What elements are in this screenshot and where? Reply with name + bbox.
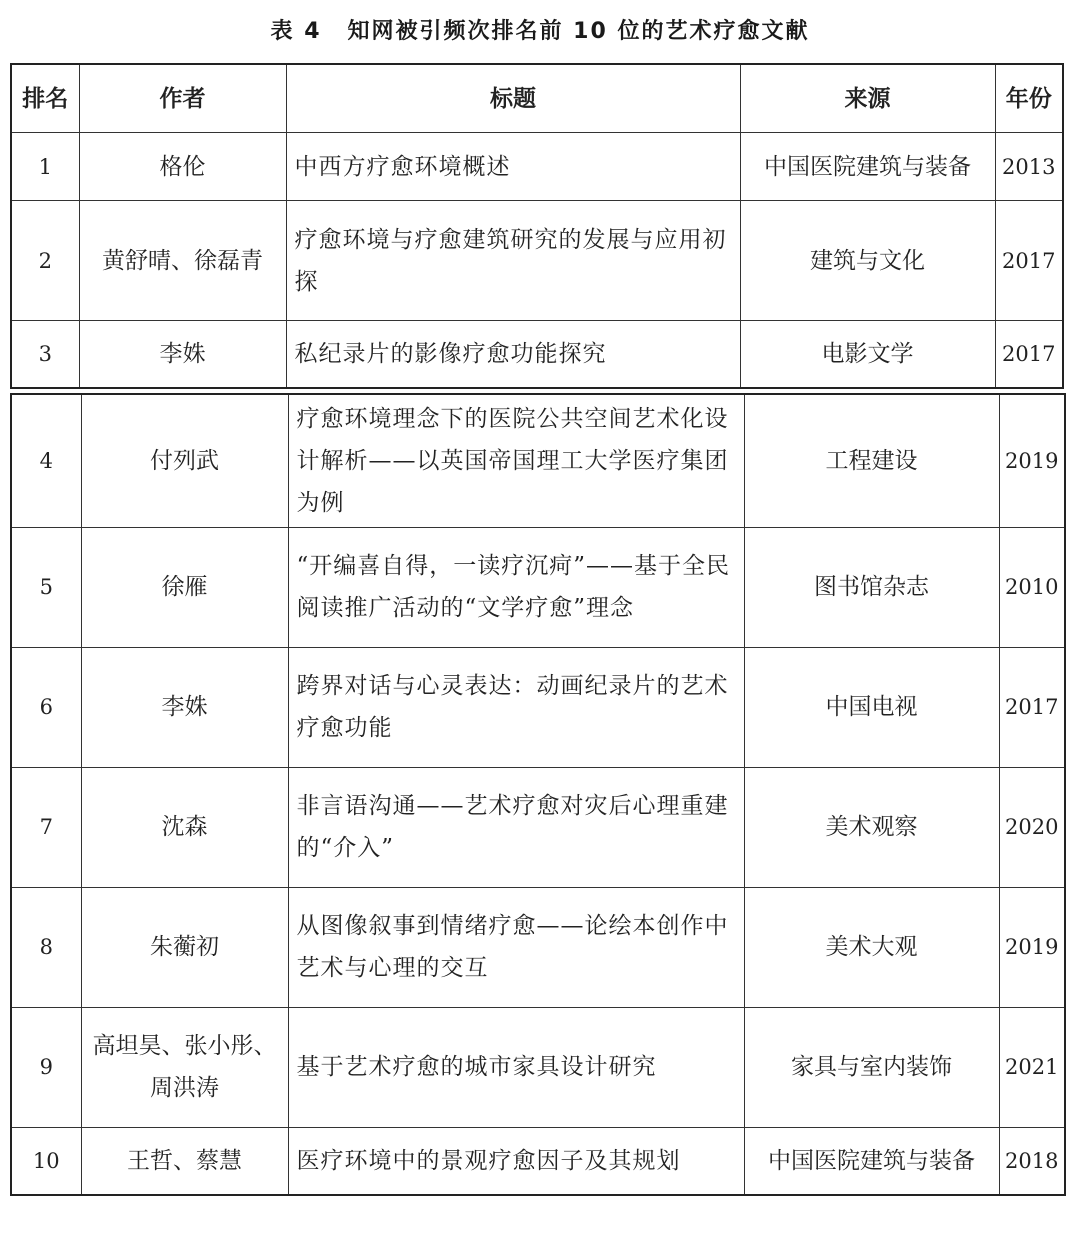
rank-cell: 9 [11,1007,81,1127]
author-cell: 李姝 [79,321,286,388]
table-row [11,767,1065,887]
header-author: 作者 [79,64,286,133]
table-row [11,321,1063,388]
table-row [11,1007,1065,1127]
rank-cell: 3 [11,321,79,388]
title-cell: 中西方疗愈环境概述 [286,133,740,201]
source-cell: 工程建设 [744,394,999,527]
year-cell: 2019 [999,394,1065,527]
rank-cell: 1 [11,133,79,201]
title-cell: 疗愈环境理念下的医院公共空间艺术化设计解析——以英国帝国理工大学医疗集团为例 [288,394,744,527]
source-cell: 电影文学 [740,321,995,388]
author-cell: 付列武 [81,394,288,527]
source-cell: 中国电视 [744,647,999,767]
year-cell: 2017 [995,201,1063,321]
table-row [11,647,1065,767]
author-cell: 黄舒晴、徐磊青 [79,201,286,321]
title-cell: 跨界对话与心灵表达：动画纪录片的艺术疗愈功能 [288,647,744,767]
title-cell: 私纪录片的影像疗愈功能探究 [286,321,740,388]
table-row [11,1127,1065,1195]
title-cell: 非言语沟通——艺术疗愈对灾后心理重建的“介入” [288,767,744,887]
year-cell: 2010 [999,527,1065,647]
rank-cell: 10 [11,1127,81,1195]
year-cell: 2020 [999,767,1065,887]
table-row [11,133,1063,201]
header-rank: 排名 [11,64,79,133]
author-cell: 格伦 [79,133,286,201]
table-row [11,394,1065,527]
author-cell: 朱蘅初 [81,887,288,1007]
source-cell: 建筑与文化 [740,201,995,321]
rank-cell: 6 [11,647,81,767]
table-title: 知网被引频次排名前 10 位的艺术疗愈文献 [347,19,810,44]
author-cell: 徐雁 [81,527,288,647]
year-cell: 2013 [995,133,1063,201]
table-part-2 [10,393,1066,1196]
header-title: 标题 [286,64,740,133]
table-caption [0,14,1080,45]
rank-cell: 7 [11,767,81,887]
year-cell: 2021 [999,1007,1065,1127]
rank-cell: 4 [11,394,81,527]
header-source: 来源 [740,64,995,133]
source-cell: 图书馆杂志 [744,527,999,647]
source-cell: 美术大观 [744,887,999,1007]
year-cell: 2017 [999,647,1065,767]
source-cell: 家具与室内装饰 [744,1007,999,1127]
rank-cell: 5 [11,527,81,647]
table-number: 表 4 [270,19,322,44]
header-row [11,64,1063,133]
table-row [11,887,1065,1007]
rank-cell: 8 [11,887,81,1007]
author-cell: 李姝 [81,647,288,767]
source-cell: 中国医院建筑与装备 [744,1127,999,1195]
author-cell: 高坦昊、张小彤、周洪涛 [81,1007,288,1127]
source-cell: 美术观察 [744,767,999,887]
year-cell: 2019 [999,887,1065,1007]
author-cell: 沈森 [81,767,288,887]
author-cell: 王哲、蔡慧 [81,1127,288,1195]
title-cell: 基于艺术疗愈的城市家具设计研究 [288,1007,744,1127]
year-cell: 2017 [995,321,1063,388]
source-cell: 中国医院建筑与装备 [740,133,995,201]
year-cell: 2018 [999,1127,1065,1195]
title-cell: 疗愈环境与疗愈建筑研究的发展与应用初探 [286,201,740,321]
header-year: 年份 [995,64,1063,133]
title-cell: 从图像叙事到情绪疗愈——论绘本创作中艺术与心理的交互 [288,887,744,1007]
title-cell: “开编喜自得，一读疗沉疴”——基于全民阅读推广活动的“文学疗愈”理念 [288,527,744,647]
title-cell: 医疗环境中的景观疗愈因子及其规划 [288,1127,744,1195]
table-row [11,527,1065,647]
rank-cell: 2 [11,201,79,321]
table-part-1 [10,63,1064,389]
table-row [11,201,1063,321]
